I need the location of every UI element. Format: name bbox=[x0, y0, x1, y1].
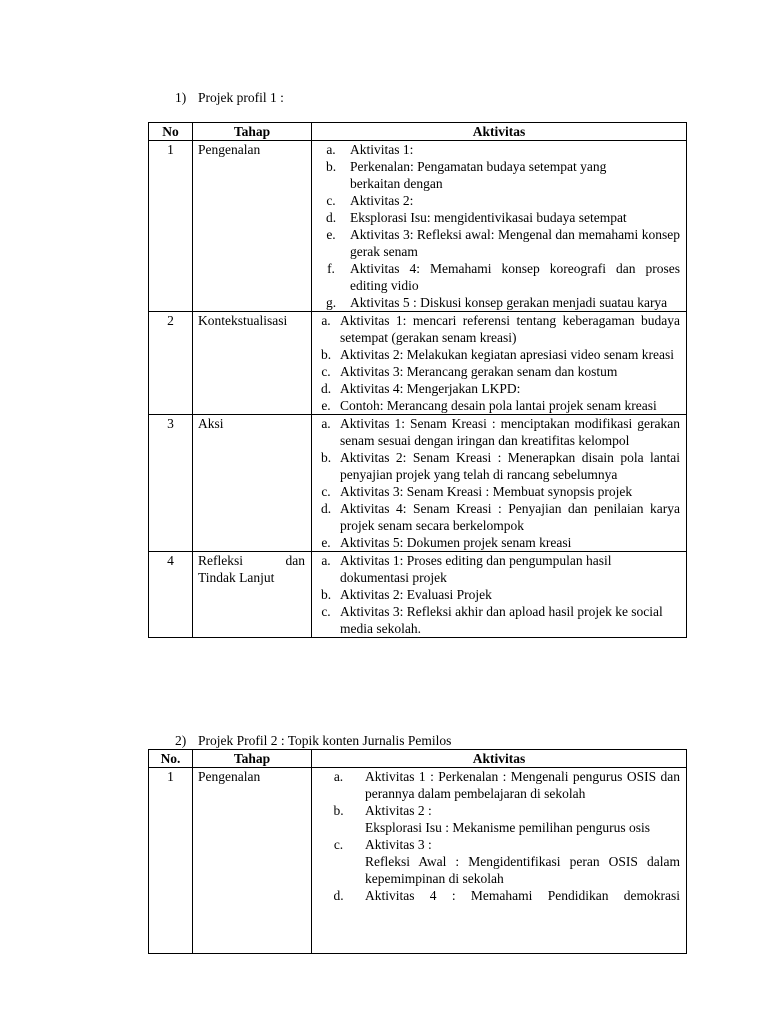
section-1-number: 1) bbox=[175, 90, 187, 105]
list-item bbox=[312, 603, 680, 637]
list-item bbox=[312, 887, 680, 904]
row-number: 2 bbox=[149, 312, 193, 415]
list-item bbox=[312, 802, 680, 836]
item-letter: b. bbox=[320, 587, 332, 602]
item-text: Aktivitas 1: bbox=[350, 142, 414, 157]
item-letter: c. bbox=[321, 604, 331, 619]
row-tahap: Pengenalan bbox=[193, 768, 312, 954]
list-item bbox=[312, 534, 680, 551]
project-1-table bbox=[148, 122, 687, 638]
item-line: Aktivitas 1 : Perkenalan : Mengenali pengurus OSIS dan perannya dalam pembelajaran di sekolah bbox=[365, 769, 680, 801]
header-tahap: Tahap bbox=[193, 123, 312, 141]
section-2-title: Projek Profil 2 : Topik konten Jurnalis Pemilos bbox=[198, 733, 452, 748]
item-line: Eksplorasi Isu : Mekanisme pemilihan pengurus osis bbox=[365, 820, 650, 835]
list-item bbox=[312, 380, 680, 397]
item-letter: a. bbox=[333, 769, 344, 784]
list-item bbox=[312, 141, 680, 158]
section-2-number: 2) bbox=[175, 733, 187, 748]
table-header-row bbox=[149, 750, 687, 768]
item-text: Aktivitas 1: mencari referensi tentang keberagaman budaya setempat (gerakan senam kreasi) bbox=[340, 313, 680, 345]
item-letter: e. bbox=[326, 227, 336, 242]
header-aktivitas: Aktivitas bbox=[312, 123, 687, 141]
header-no: No. bbox=[149, 750, 193, 768]
item-letter: b. bbox=[320, 450, 332, 465]
project-2-table bbox=[148, 749, 687, 954]
list-item bbox=[312, 192, 680, 209]
item-letter: c. bbox=[321, 484, 331, 499]
row-number: 4 bbox=[149, 552, 193, 638]
item-text: Contoh: Merancang desain pola lantai projek senam kreasi bbox=[340, 398, 657, 413]
item-text: Aktivitas 1: Proses editing dan pengumpulan hasil dokumentasi projek bbox=[340, 553, 612, 585]
item-letter: f. bbox=[327, 261, 335, 276]
item-text bbox=[365, 802, 680, 836]
list-item bbox=[312, 415, 680, 449]
item-text: Aktivitas 4: Mengerjakan LKPD: bbox=[340, 381, 521, 396]
item-text: Aktivitas 2: bbox=[350, 193, 414, 208]
table-row bbox=[149, 415, 687, 552]
item-letter: b. bbox=[333, 803, 344, 818]
item-letter: d. bbox=[325, 210, 337, 225]
row-aktivitas bbox=[312, 312, 687, 415]
item-text bbox=[365, 768, 680, 802]
item-line: Aktivitas 3 : bbox=[365, 837, 432, 852]
table-row bbox=[149, 141, 687, 312]
list-item bbox=[312, 483, 680, 500]
item-text: Perkenalan: Pengamatan budaya setempat yang berkaitan dengan bbox=[350, 159, 607, 191]
list-item bbox=[312, 397, 680, 414]
list-item bbox=[312, 226, 680, 260]
item-text: Aktivitas 4: Memahami konsep koreografi dan proses editing vidio bbox=[350, 261, 680, 293]
table-row bbox=[149, 552, 687, 638]
item-letter: c. bbox=[326, 193, 336, 208]
row-number: 3 bbox=[149, 415, 193, 552]
row-tahap: Pengenalan bbox=[193, 141, 312, 312]
list-item bbox=[312, 346, 680, 363]
list-item bbox=[312, 449, 680, 483]
header-no: No bbox=[149, 123, 193, 141]
row-tahap: Kontekstualisasi bbox=[193, 312, 312, 415]
item-letter: a. bbox=[321, 553, 331, 568]
header-tahap: Tahap bbox=[193, 750, 312, 768]
item-text: Aktivitas 3: Refleksi akhir dan apload hasil projek ke social media sekolah. bbox=[340, 604, 663, 636]
item-letter: g. bbox=[325, 295, 337, 310]
item-letter: c. bbox=[321, 364, 331, 379]
list-item bbox=[312, 260, 680, 294]
item-letter: b. bbox=[320, 347, 332, 362]
item-text bbox=[365, 836, 680, 887]
item-letter: d. bbox=[320, 501, 332, 516]
list-item bbox=[312, 552, 680, 586]
item-text: Aktivitas 5: Dokumen projek senam kreasi bbox=[340, 535, 572, 550]
section-1-heading bbox=[175, 89, 284, 106]
row-aktivitas bbox=[312, 141, 687, 312]
item-letter: a. bbox=[321, 313, 331, 328]
list-item bbox=[312, 586, 680, 603]
list-item bbox=[312, 836, 680, 887]
item-text: Aktivitas 3: Merancang gerakan senam dan kostum bbox=[340, 364, 618, 379]
item-text: Aktivitas 2: Evaluasi Projek bbox=[340, 587, 492, 602]
row-tahap: Refleksi dan Tindak Lanjut bbox=[193, 552, 312, 638]
item-line: Aktivitas 4 : Memahami Pendidikan demokrasi bbox=[365, 888, 680, 903]
item-letter: d. bbox=[333, 888, 344, 903]
section-2-heading bbox=[175, 732, 451, 749]
row-tahap: Aksi bbox=[193, 415, 312, 552]
table-row bbox=[149, 312, 687, 415]
item-letter: e. bbox=[321, 398, 331, 413]
list-item bbox=[312, 768, 680, 802]
list-item bbox=[312, 363, 680, 380]
item-text: Aktivitas 4: Senam Kreasi : Penyajian dan penilaian karya projek senam secara berkelompok bbox=[340, 501, 680, 533]
item-text bbox=[365, 887, 680, 904]
item-letter: e. bbox=[321, 535, 331, 550]
row-aktivitas bbox=[312, 415, 687, 552]
list-item bbox=[312, 158, 680, 192]
table-header-row bbox=[149, 123, 687, 141]
row-number: 1 bbox=[149, 768, 193, 954]
item-letter: d. bbox=[320, 381, 332, 396]
list-item bbox=[312, 500, 680, 534]
list-item bbox=[312, 294, 680, 311]
item-line: Aktivitas 2 : bbox=[365, 803, 432, 818]
row-aktivitas bbox=[312, 768, 687, 954]
row-aktivitas bbox=[312, 552, 687, 638]
item-text: Aktivitas 5 : Diskusi konsep gerakan menjadi suatau karya bbox=[350, 295, 668, 310]
item-text: Eksplorasi Isu: mengidentivikasai budaya setempat bbox=[350, 210, 627, 225]
item-letter: a. bbox=[326, 142, 336, 157]
row-number: 1 bbox=[149, 141, 193, 312]
header-aktivitas: Aktivitas bbox=[312, 750, 687, 768]
item-letter: c. bbox=[333, 837, 344, 852]
list-item bbox=[312, 312, 680, 346]
table-row bbox=[149, 768, 687, 954]
item-text: Aktivitas 3: Refleksi awal: Mengenal dan memahami konsep gerak senam bbox=[350, 227, 680, 259]
list-item bbox=[312, 209, 680, 226]
item-line: Refleksi Awal : Mengidentifikasi peran OSIS dalam kepemimpinan di sekolah bbox=[365, 854, 680, 886]
item-letter: b. bbox=[325, 159, 337, 174]
item-text: Aktivitas 2: Senam Kreasi : Menerapkan disain pola lantai penyajian projek yang telah di rancang sebelumnya bbox=[340, 450, 680, 482]
item-text: Aktivitas 3: Senam Kreasi : Membuat synopsis projek bbox=[340, 484, 633, 499]
item-text: Aktivitas 2: Melakukan kegiatan apresiasi video senam kreasi bbox=[340, 347, 675, 362]
item-letter: a. bbox=[321, 416, 331, 431]
item-text: Aktivitas 1: Senam Kreasi : menciptakan modifikasi gerakan senam sesuai dengan iringan dan kreatifitas kelompol bbox=[340, 416, 680, 448]
section-1-title: Projek profil 1 : bbox=[198, 90, 284, 105]
